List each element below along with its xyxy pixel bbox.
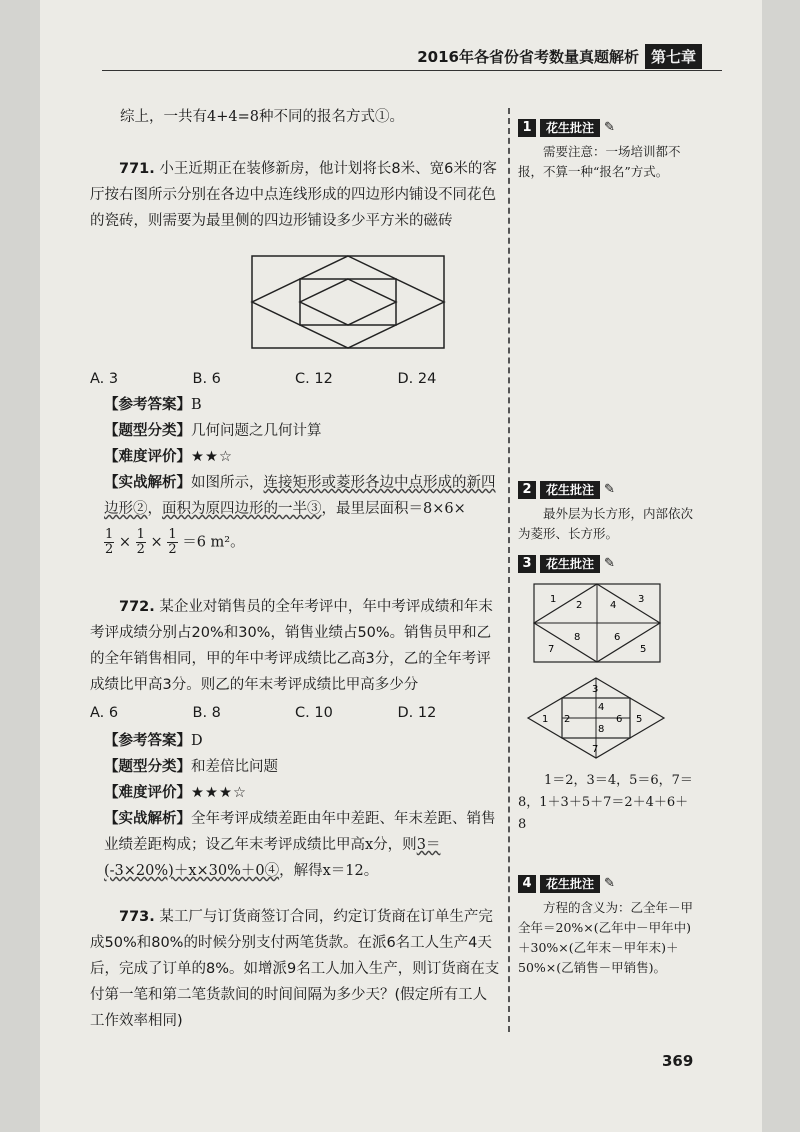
header-rule (102, 70, 722, 71)
fig1-label-7: 7 (548, 644, 555, 655)
pen-icon: ✎ (604, 876, 615, 891)
fig2-label-2: 2 (564, 714, 571, 725)
option-b: B. 8 (192, 705, 221, 721)
rectangle-midpoint-figure (532, 582, 662, 664)
note-text: 最外层为长方形，内部依次为菱形、长方形。 (518, 506, 694, 541)
fig2-label-8: 8 (598, 724, 605, 735)
note-text: 1＝2，3＝4，5＝6，7＝8，1＋3＋5＋7＝2＋4＋6＋8 (518, 773, 693, 832)
fig2-label-4: 4 (598, 702, 605, 713)
answer-value: B (191, 397, 202, 413)
options-771 (90, 366, 500, 392)
book-page (40, 0, 762, 1132)
option-a: A. 3 (90, 371, 119, 387)
pen-icon: ✎ (604, 120, 615, 135)
answer-value: D (191, 733, 203, 749)
rectangle-rhombus-figure (250, 254, 446, 350)
header-title: 2016年各省份省考数量真题解析 (417, 48, 639, 66)
question-771 (90, 156, 500, 234)
question-772 (90, 594, 500, 698)
options-772 (90, 700, 500, 726)
page-number: 369 (662, 1052, 694, 1070)
option-c: C. 12 (295, 371, 333, 387)
area-formula: $\frac{1}{2}$ × $\frac{1}{2}$ × $\frac{1}{2}$ ＝6 m²。 (105, 527, 245, 557)
fig1-label-8: 8 (574, 632, 581, 643)
fig1-label-3: 3 (638, 594, 645, 605)
chapter-badge: 第七章 (645, 44, 702, 69)
option-c: C. 10 (295, 705, 333, 721)
question-number: 772. (119, 599, 155, 615)
question-number: 771. (119, 161, 155, 177)
note-text: 方程的含义为：乙全年－甲全年＝20%×(乙年中－甲年中)＋30%×(乙年末－甲年末)＋50%×(乙销售－甲销售)。 (518, 900, 694, 975)
note-3: 3 花生批注 ✎ 1 2 3 4 5 6 7 8 3 4 1 2 6 5 8 7 1＝2，3＝4，5＝6，7＝8，1＋3＋5＋7＝2＋4＋6＋8 (518, 554, 694, 836)
fig1-label-4: 4 (610, 600, 617, 611)
question-text: 某工厂与订货商签订合同，约定订货商在订单生产完成50%和80%的时候分别支付两笔货款。在派6名工人生产4天后，完成了订单的8%。如增派9名工人加入生产，则订货商在支付第一笔和第二笔货款间的时间间隔为多少天？(假定所有工人工作效率相同) (90, 909, 500, 1029)
fig1-label-5: 5 (640, 644, 647, 655)
pen-icon: ✎ (604, 556, 615, 571)
running-header (417, 44, 702, 69)
column-divider (508, 108, 510, 1032)
analysis-771: 【实战解析】如图所示，连接矩形或菱形各边中点形成的新四边形②，面积为原四边形的一半③，最里层面积＝8×6× $\frac{1}{2}$ × $\frac{1}{2}$ × $\frac{1}{2}$ ＝6 m²。 (104, 470, 500, 557)
option-d: D. 12 (397, 705, 437, 721)
option-a: A. 6 (90, 705, 119, 721)
question-text: 某企业对销售员的全年考评中，年中考评成绩和年末考评成绩分别占20%和30%，销售业绩占50%。销售员甲和乙的全年销售相同，甲的年中考评成绩比乙高3分，乙的全年考评成绩比甲高3分。则乙的年末考评成绩比甲高多少分 (90, 599, 493, 693)
rhombus-midpoint-figure (526, 676, 666, 760)
fig2-label-7: 7 (592, 744, 599, 755)
fig2-label-5: 5 (636, 714, 643, 725)
question-text: 小王近期正在装修新房，他计划将长8米、宽6米的客厅按右图所示分别在各边中点连线形成的四边形内铺设不同花色的瓷砖，则需要为最里侧的四边形铺设多少平方米的磁砖 (90, 161, 497, 229)
type-value: 几何问题之几何计算 (191, 423, 322, 439)
difficulty-stars: ★★☆ (191, 449, 233, 465)
question-number: 773. (119, 909, 155, 925)
pen-icon: ✎ (604, 482, 615, 497)
option-d: D. 24 (397, 371, 437, 387)
type-value: 和差倍比问题 (191, 759, 278, 775)
answer-772: 【参考答案】D 【题型分类】和差倍比问题 【难度评价】★★★☆ (104, 733, 278, 801)
analysis-772: 【实战解析】全年考评成绩差距由年中差距、年末差距、销售业绩差距构成；设乙年末考评成绩比甲高x分，则3＝(-3×20%)＋x×30%＋0④，解得x＝12。 (104, 811, 496, 879)
note-4: 4 花生批注 ✎ 方程的含义为：乙全年－甲全年＝20%×(乙年中－甲年中)＋30%×(乙年末－甲年末)＋50%×(乙销售－甲销售)。 (518, 874, 694, 978)
note-text: 需要注意：一场培训都不报，不算一种“报名”方式。 (518, 144, 681, 179)
note-2: 2 花生批注 ✎ 最外层为长方形，内部依次为菱形、长方形。 (518, 480, 694, 544)
fig2-label-3: 3 (592, 684, 599, 695)
prev-summary: 综上，一共有4+4=8种不同的报名方式①。 (120, 109, 404, 125)
difficulty-stars: ★★★☆ (191, 785, 247, 801)
note-1: 1 花生批注 ✎ 需要注意：一场培训都不报，不算一种“报名”方式。 (518, 118, 694, 182)
answer-771: 【参考答案】B 【题型分类】几何问题之几何计算 【难度评价】★★☆ (104, 397, 322, 465)
fig1-label-6: 6 (614, 632, 621, 643)
option-b: B. 6 (192, 371, 221, 387)
question-773 (90, 904, 500, 1034)
fig1-label-2: 2 (576, 600, 583, 611)
fig2-label-6: 6 (616, 714, 623, 725)
fig1-label-1: 1 (550, 594, 557, 605)
fig2-label-1: 1 (542, 714, 549, 725)
